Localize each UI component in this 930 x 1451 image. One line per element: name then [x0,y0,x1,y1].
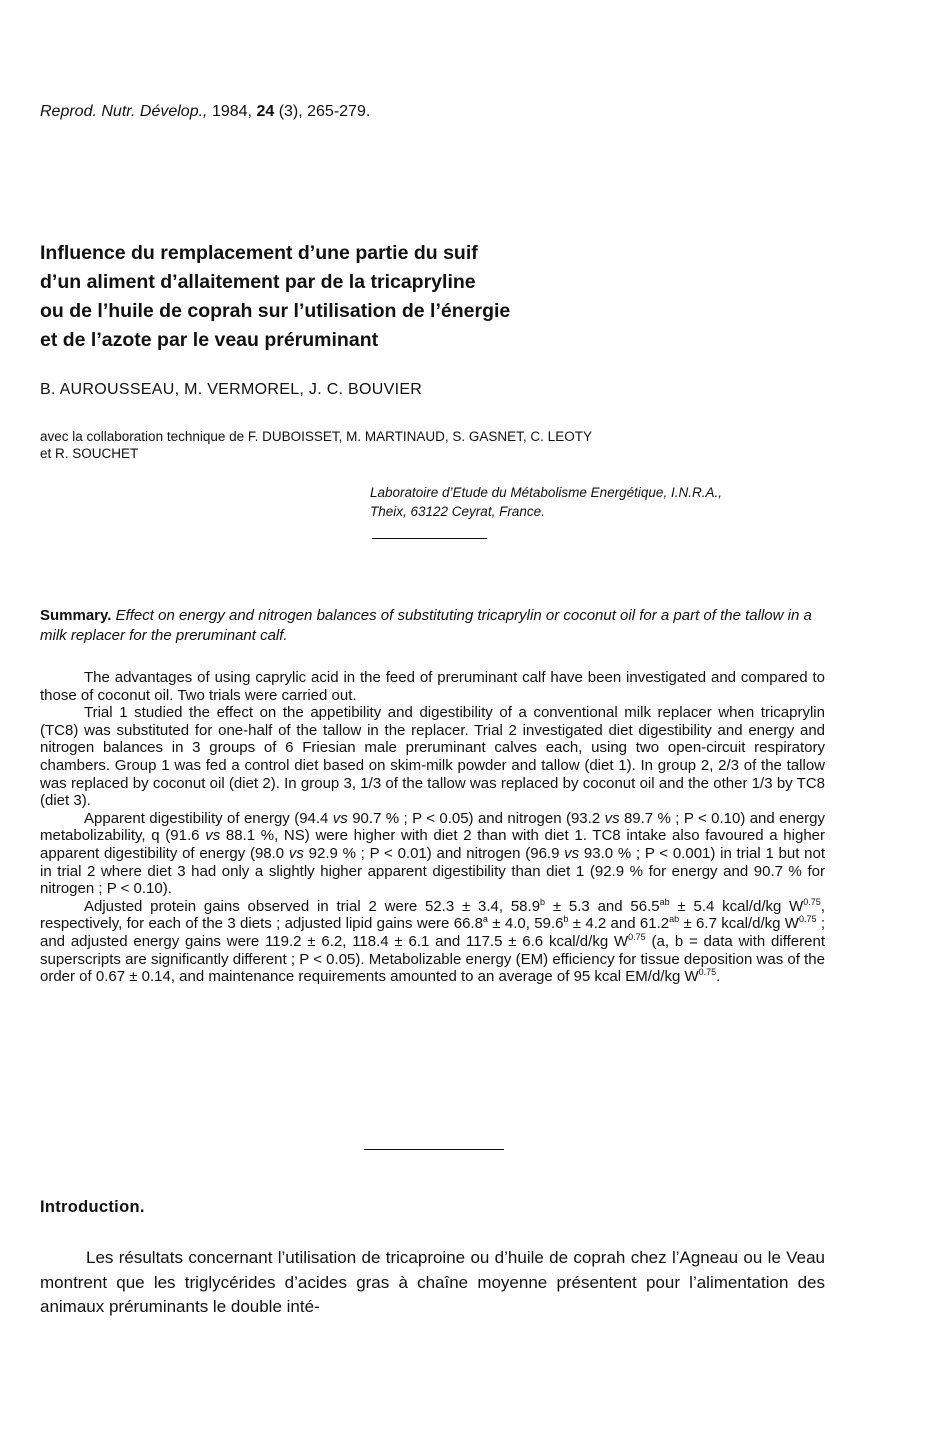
summary-title: Effect on energy and nitrogen balances of substituting tricaprylin or coconut oil for a part of the tallow in a milk replacer for the preruminant calf. [40,607,812,644]
introduction-paragraph: Les résultats concernant l’utilisation de tricaproine ou d’huile de coprah chez l’Agneau ou le Veau montrent que les triglycérides d’acides gras à chaîne moyenne présentent pour l’alimentation des animaux préruminants le double inté- [40,1248,825,1316]
summary-heading [40,606,830,646]
collaboration-note [40,428,830,462]
abstract-paragraph: Trial 1 studied the effect on the appetibility and digestibility of a conventional milk replacer when tricaprylin (TC8) was substituted for one-half of the tallow in the replacer. Trial 2 investigated diet digestibility and energy and nitrogen balances in 3 groups of 6 Friesian male preruminant calves each, using two open-circuit respiratory chambers. Group 1 was fed a control diet based on skim-milk powder and tallow (diet 1). In group 2, 2/3 of the tallow was replaced by coconut oil (diet 2). In group 3, 1/3 of the tallow was replaced by coconut oil and the other 1/3 by TC8 (diet 3). [40,704,825,810]
journal-year: 1984, [211,103,252,120]
article-title [40,239,760,355]
collaboration-line: avec la collaboration technique de F. DUBOISSET, M. MARTINAUD, S. GASNET, C. LEOTY [40,429,592,444]
title-line: d’un aliment d’allaitement par de la tricapryline [40,271,476,293]
journal-volume: 24 [256,103,275,120]
journal-reference [40,103,370,121]
authors: B. AUROUSSEAU, M. VERMOREL, J. C. BOUVIER [40,381,423,398]
affiliation-line: Theix, 63122 Ceyrat, France. [370,504,545,519]
abstract-paragraph: Apparent digestibility of energy (94.4 vs 90.7 % ; P < 0.05) and nitrogen (93.2 vs 89.7 % ; P < 0.10) and energy metabolizability, q (91.6 vs 88.1 %, NS) were higher with diet 2 than with diet 1. TC8 intake also favoured a higher apparent digestibility of energy (98.0 vs 92.9 % ; P < 0.01) and nitrogen (96.9 vs 93.0 % ; P < 0.001) in trial 1 but not in trial 2 where diet 3 had only a slightly higher apparent digestibility than diet 1 (92.9 % for energy and 90.7 % for nitrogen ; P < 0.10). [40,809,826,898]
title-line: et de l’azote par le veau préruminant [40,329,379,351]
summary-label: Summary. [40,607,112,624]
separator-rule [372,538,487,539]
collaboration-line: et R. SOUCHET [40,446,139,461]
affiliation-line: Laboratoire d’Etude du Métabolisme Energétique, I.N.R.A., [370,485,722,500]
abstract-paragraph: Adjusted protein gains observed in trial 2 were 52.3 ± 3.4, 58.9$^b$ ± 5.3 and 56.5$^{ab}$ ± 5.4 kcal/d/kg $W^{0.75}$, respectively, for each of the 3 diets ; adjusted lipid gains were 66.8$^a$ ± 4.0, 59.6$^b$ ± 4.2 and 61.2$^{ab}$ ± 6.7 kcal/d/kg $W^{0.75}$ ; and adjusted energy gains were 119.2 ± 6.2, 118.4 ± 6.1 and 117.5 ± 6.6 kcal/d/kg $W^{0.75}$ (a, b = data with different superscripts are significantly different ; P < 0.05). Metabolizable energy (EM) efficiency for tissue deposition was of the order of 0.67 ± 0.14, and maintenance requirements amounted to an average of 95 kcal EM/d/kg $W^{0.75}$. [40,896,825,986]
section-heading-introduction: Introduction. [40,1198,145,1216]
journal-name: Reprod. Nutr. Dévelop., [40,103,208,120]
title-line: Influence du remplacement d’une partie du suif [40,242,478,264]
affiliation [370,483,722,521]
abstract-paragraph: The advantages of using caprylic acid in the feed of preruminant calf have been investigated and compared to those of coconut oil. Two trials were carried out. [40,669,825,704]
abstract [40,669,825,986]
journal-issue-pages: (3), 265-279. [278,103,371,120]
separator-rule [364,1149,504,1150]
title-line: ou de l’huile de coprah sur l’utilisation de l’énergie [40,300,511,322]
